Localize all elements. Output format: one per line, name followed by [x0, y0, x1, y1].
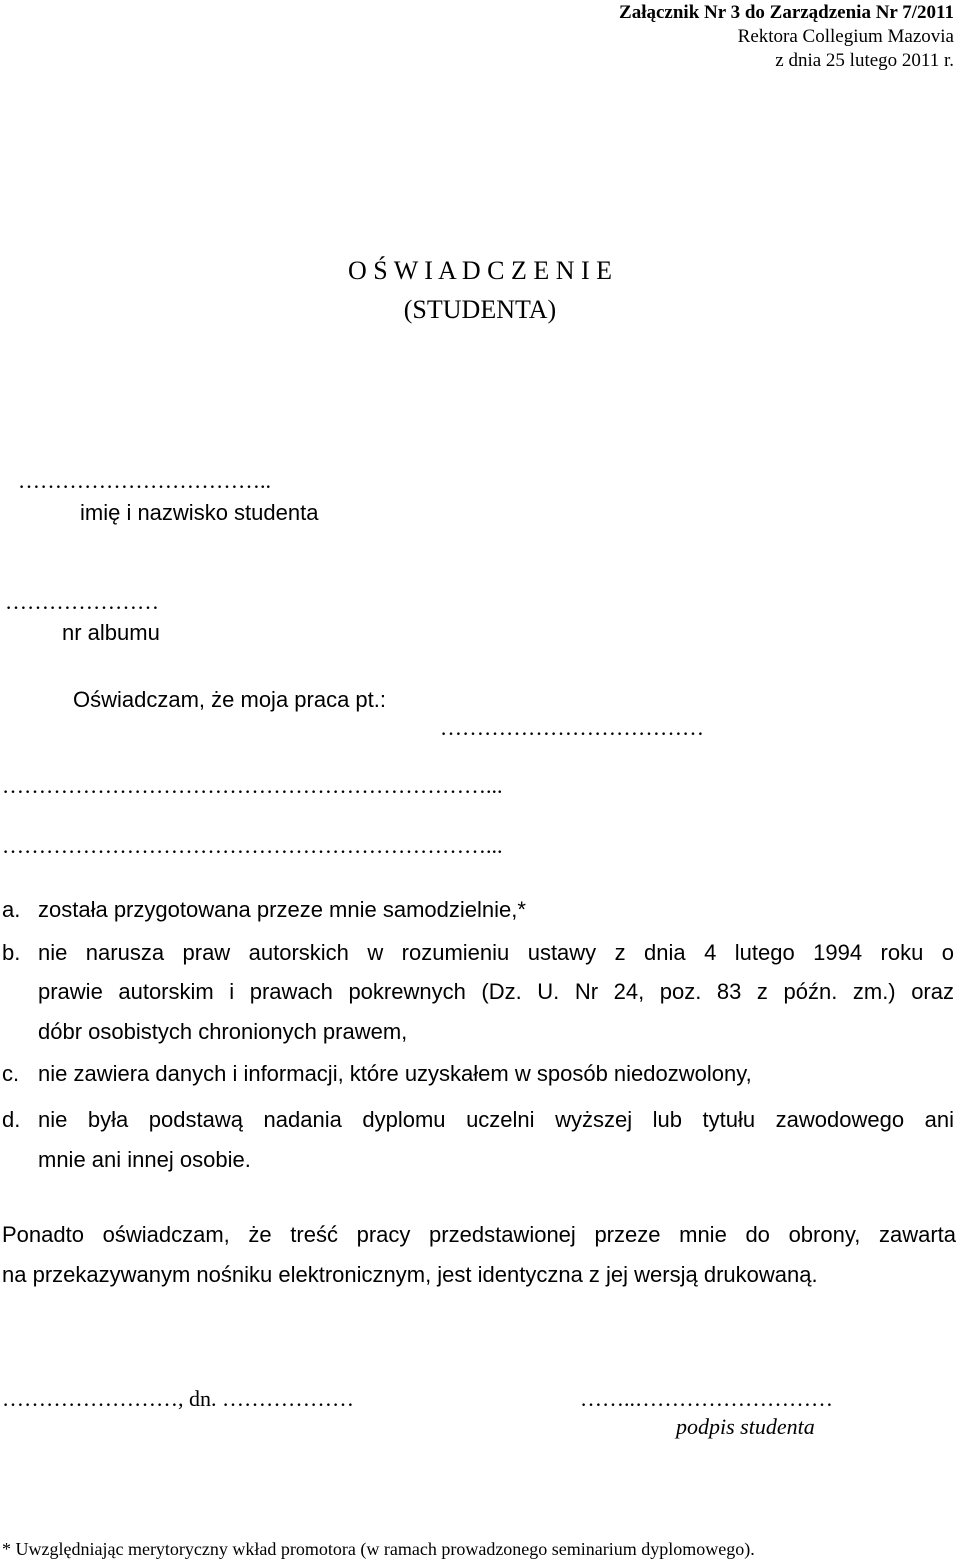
header-attachment-line: Załącznik Nr 3 do Zarządzenia Nr 7/2011 [619, 2, 954, 23]
declaration-intro-dots: ……………………………… [440, 715, 704, 740]
signature-dots: ……..……………………… [580, 1386, 833, 1411]
item-d-line-1: nie była podstawą nadania dyplomu uczelni wyższej lub tytułu zawodowego ani [38, 1107, 954, 1132]
title-dots-line-1: …………………………………………………………... [2, 773, 503, 798]
album-label: nr albumu [62, 620, 160, 645]
item-c-line-1: nie zawiera danych i informacji, które uzyskałem w sposób niedozwolony, [38, 1061, 752, 1086]
item-letter-b: b. [2, 940, 21, 965]
item-b-line-1: nie narusza praw autorskich w rozumieniu ustawy z dnia 4 lutego 1994 roku o [38, 940, 954, 965]
item-b-line-2: prawie autorskim i prawach pokrewnych (Dz. U. Nr 24, poz. 83 z późn. zm.) oraz [38, 979, 954, 1004]
item-letter-c: c. [2, 1061, 20, 1086]
document-subtitle: (STUDENTA) [403, 295, 557, 324]
student-name-label: imię i nazwisko studenta [80, 500, 319, 525]
place-date-field: ……………………, dn. ……………… [2, 1386, 354, 1411]
header-rector-line: Rektora Collegium Mazovia [737, 26, 954, 47]
student-name-dots: …………………………….. [18, 468, 271, 493]
item-letter-d: d. [2, 1107, 21, 1132]
signature-label: podpis studenta [676, 1414, 815, 1439]
item-d-line-2: mnie ani innej osobie. [38, 1147, 251, 1172]
document-title: O Ś W I A D C Z E N I E [347, 256, 613, 285]
item-a-line-1: została przygotowana przeze mnie samodzielnie,* [38, 897, 526, 922]
header-date-line: z dnia 25 lutego 2011 r. [775, 50, 954, 71]
item-letter-a: a. [2, 897, 21, 922]
footnote: * Uwzględniając merytoryczny wkład promotora (w ramach prowadzonego seminarium dyplomowego). [2, 1539, 755, 1559]
declaration-intro: Oświadczam, że moja praca pt.: [73, 687, 387, 712]
item-b-line-3: dóbr osobistych chronionych prawem, [38, 1019, 408, 1044]
title-dots-line-2: …………………………………………………………... [2, 833, 503, 858]
closing-paragraph-line-1: Ponadto oświadczam, że treść pracy przedstawionej przeze mnie do obrony, zawarta [2, 1222, 956, 1247]
album-dots: ………………… [5, 589, 159, 614]
closing-paragraph-line-2: na przekazywanym nośniku elektronicznym, jest identyczna z jej wersją drukowaną. [2, 1262, 818, 1287]
